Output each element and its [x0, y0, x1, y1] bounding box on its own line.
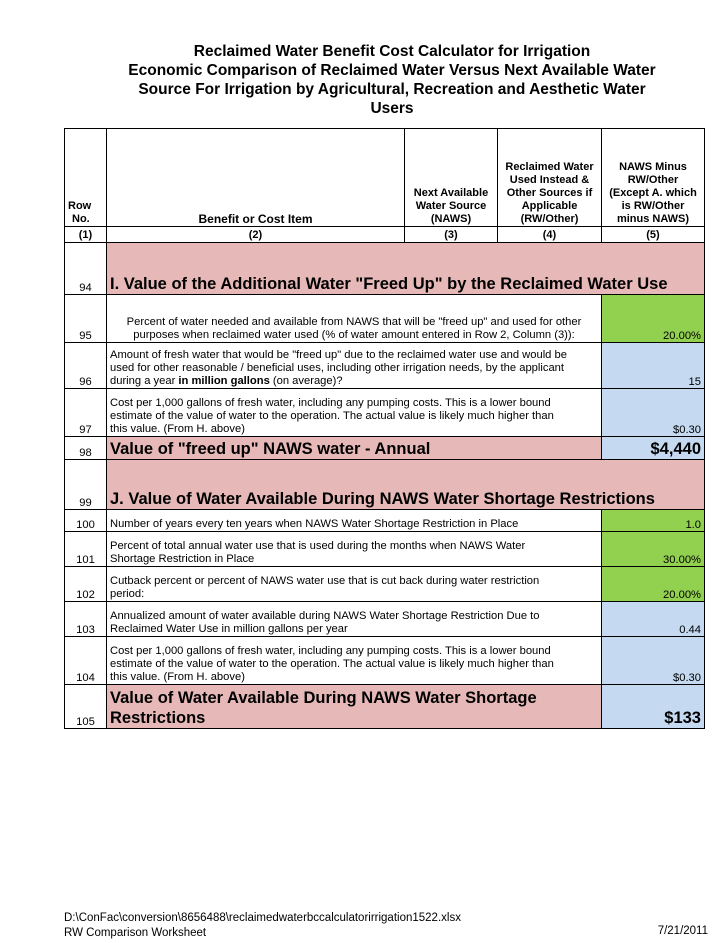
col-number-5: (5): [602, 227, 705, 243]
table-row: [65, 685, 705, 729]
title-line-4: Users: [370, 100, 414, 117]
column-number-row: [65, 227, 705, 243]
table-row: [65, 532, 705, 567]
print-date: 7/21/2011: [657, 925, 708, 937]
col-number-1: (1): [65, 227, 107, 243]
worksheet-title: [64, 42, 720, 118]
table-row: [65, 437, 705, 460]
title-line-1: Reclaimed Water Benefit Cost Calculator for Irrigation: [193, 43, 591, 60]
col-number-3: (3): [405, 227, 498, 243]
sheet-name: RW Comparison Worksheet: [64, 927, 207, 939]
row-description: Amount of fresh water that would be "freed up" due to the reclaimed water use and would be used for other reasonable / beneficial uses, including other irrigation needs, by the applicant during a year in million gallons (on average)?: [107, 343, 602, 389]
table-row: [65, 460, 705, 510]
calculated-cell: 15: [602, 343, 705, 389]
input-cell[interactable]: 20.00%: [602, 295, 705, 343]
total-value: $133: [602, 685, 705, 729]
title-line-3: Source For Irrigation by Agricultural, Recreation and Aesthetic Water: [138, 81, 646, 98]
row-number: 94: [65, 243, 107, 295]
table-row: [65, 389, 705, 437]
total-label: Value of Water Available During NAWS Water Shortage Restrictions: [107, 685, 602, 729]
table-row: [65, 602, 705, 637]
row-number: 101: [65, 532, 107, 567]
header-difference: NAWS Minus RW/Other (Except A. which is RW/Other minus NAWS): [602, 129, 705, 227]
row-description: Percent of water needed and available from NAWS that will be "freed up" and used for other purposes when reclaimed water used (% of water amount entered in Row 2, Column (3)):: [107, 295, 602, 343]
row-number: 98: [65, 437, 107, 460]
row-number: 95: [65, 295, 107, 343]
header-item: Benefit or Cost Item: [107, 129, 405, 227]
row-number: 102: [65, 567, 107, 602]
table-row: [65, 510, 705, 532]
row-description: Number of years every ten years when NAWS Water Shortage Restriction in Place: [107, 510, 602, 532]
col-number-4: (4): [498, 227, 602, 243]
comparison-table: [64, 128, 705, 729]
row-number: 104: [65, 637, 107, 685]
header-naws: Next Available Water Source (NAWS): [405, 129, 498, 227]
header-row: [65, 129, 705, 227]
section-heading: J. Value of Water Available During NAWS Water Shortage Restrictions: [107, 460, 705, 510]
row-number: 99: [65, 460, 107, 510]
calculated-cell: $0.30: [602, 637, 705, 685]
row-description: Annualized amount of water available during NAWS Water Shortage Restriction Due to Reclaimed Water Use in million gallons per year: [107, 602, 602, 637]
table-row: [65, 637, 705, 685]
header-rw-other: Reclaimed Water Used Instead & Other Sources if Applicable (RW/Other): [498, 129, 602, 227]
row-number: 96: [65, 343, 107, 389]
row-description: Cutback percent or percent of NAWS water use that is cut back during water restriction period:: [107, 567, 602, 602]
row-number: 103: [65, 602, 107, 637]
title-line-2: Economic Comparison of Reclaimed Water Versus Next Available Water: [128, 62, 656, 79]
row-number: 97: [65, 389, 107, 437]
col-number-2: (2): [107, 227, 405, 243]
section-heading: I. Value of the Additional Water "Freed Up" by the Reclaimed Water Use: [107, 243, 705, 295]
row-description: Cost per 1,000 gallons of fresh water, including any pumping costs. This is a lower bound estimate of the value of water to the operation. The actual value is likely much higher than this value. (From H. above): [107, 637, 602, 685]
table-row: [65, 343, 705, 389]
input-cell[interactable]: 20.00%: [602, 567, 705, 602]
file-path: D:\ConFac\conversion\8656488\reclaimedwaterbccalculatorirrigation1522.xlsx: [64, 912, 461, 924]
row-description: Cost per 1,000 gallons of fresh water, including any pumping costs. This is a lower bound estimate of the value of water to the operation. The actual value is likely much higher than this value. (From H. above): [107, 389, 602, 437]
table-row: [65, 567, 705, 602]
row-number: 105: [65, 685, 107, 729]
row-description: Percent of total annual water use that is used during the months when NAWS Water Shortage Restriction in Place: [107, 532, 602, 567]
calculated-cell: $0.30: [602, 389, 705, 437]
calculated-cell: 0.44: [602, 602, 705, 637]
header-row-no: Row No.: [65, 129, 107, 227]
table-row: [65, 243, 705, 295]
total-value: $4,440: [602, 437, 705, 460]
total-label: Value of "freed up" NAWS water - Annual: [107, 437, 602, 460]
input-cell[interactable]: 30.00%: [602, 532, 705, 567]
table-row: [65, 295, 705, 343]
input-cell[interactable]: 1.0: [602, 510, 705, 532]
row-number: 100: [65, 510, 107, 532]
